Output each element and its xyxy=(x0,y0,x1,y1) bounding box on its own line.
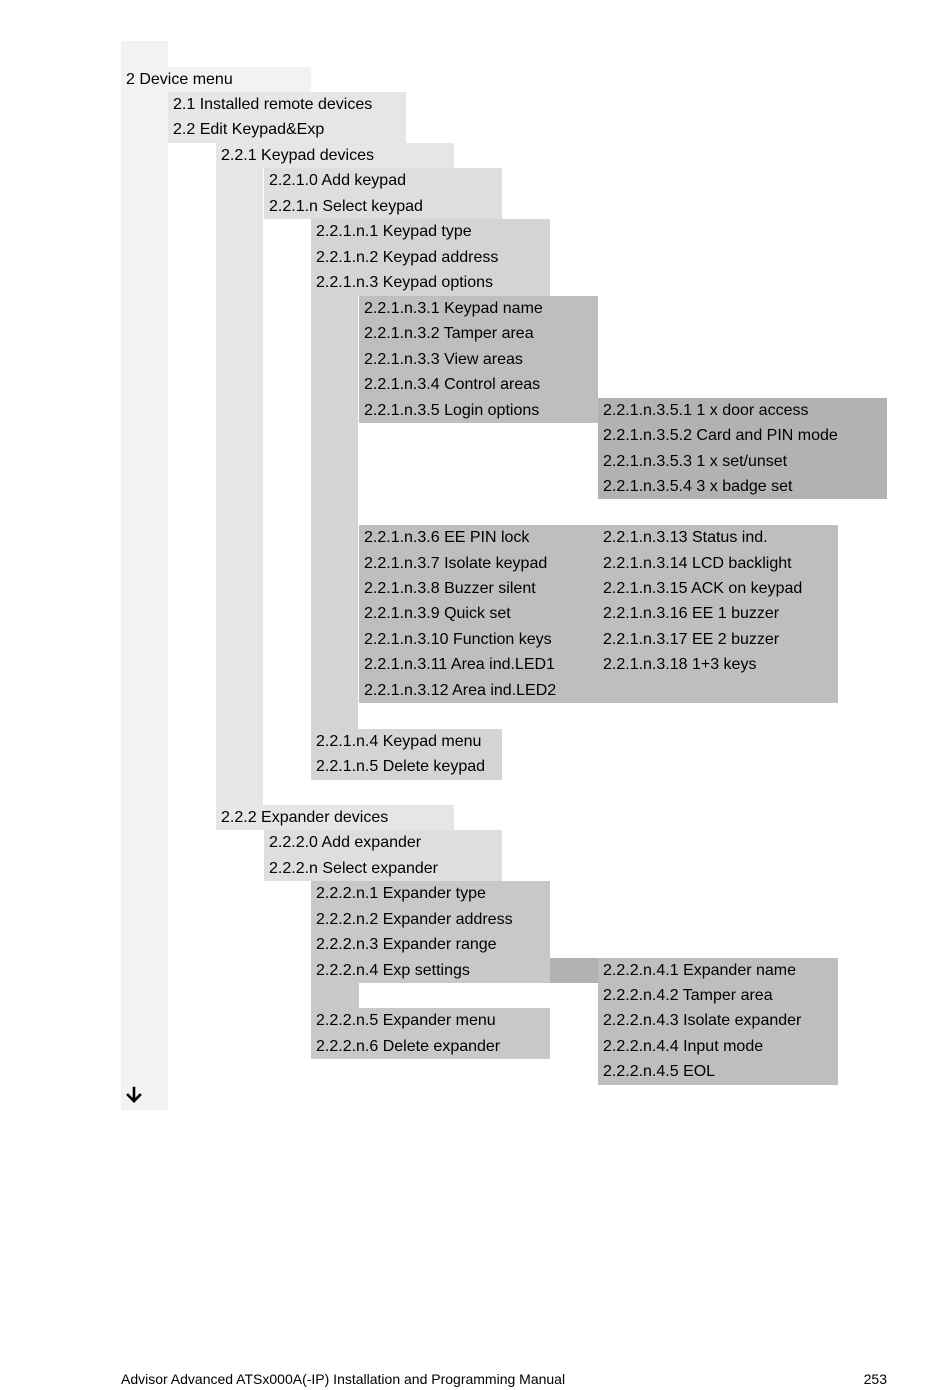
delete-expander-item: 2.2.2.n.6 Delete expander xyxy=(316,1038,501,1055)
keypad-devices-item: 2.2.1 Keypad devices xyxy=(221,147,374,164)
exp-setting-item: 2.2.2.n.4.5 EOL xyxy=(603,1063,716,1080)
keypad-level4-bar xyxy=(311,296,358,729)
expander-item: 2.2.2.n.1 Expander type xyxy=(316,885,486,902)
keypad-option-item: 2.2.1.n.3.11 Area ind.LED1 xyxy=(364,656,555,673)
keypad-option-item: 2.2.1.n.3.9 Quick set xyxy=(364,605,511,622)
level2-bar xyxy=(216,143,263,830)
keypad-option-item: 2.2.1.n.3.1 Keypad name xyxy=(364,300,543,317)
login-option-item: 2.2.1.n.3.5.3 1 x set/unset xyxy=(603,453,788,470)
keypad-option-item: 2.2.1.n.3.4 Control areas xyxy=(364,376,541,393)
expander-item: 2.2.2.n.2 Expander address xyxy=(316,911,513,928)
arrow-down-icon xyxy=(124,1086,144,1106)
footer-manual-title: Advisor Advanced ATSx000A(-IP) Installation and Programming Manual xyxy=(121,1371,566,1387)
add-keypad-item: 2.2.1.0 Add keypad xyxy=(269,172,406,189)
login-option-item: 2.2.1.n.3.5.1 1 x door access xyxy=(603,402,809,419)
keypad-option-item: 2.2.1.n.3.7 Isolate keypad xyxy=(364,555,548,572)
expander-devices-item: 2.2.2 Expander devices xyxy=(221,809,389,826)
keypad-options-item: 2.2.1.n.3 Keypad options xyxy=(316,274,494,291)
exp-setting-item: 2.2.2.n.4.2 Tamper area xyxy=(603,987,773,1004)
keypad-option-item: 2.2.1.n.3.3 View areas xyxy=(364,351,523,368)
login-option-item: 2.2.1.n.3.5.4 3 x badge set xyxy=(603,478,793,495)
keypad-option-item: 2.2.1.n.3.17 EE 2 buzzer xyxy=(603,631,780,648)
edit-keypad-exp-item: 2.2 Edit Keypad&Exp xyxy=(173,121,325,138)
footer-page-number: 253 xyxy=(863,1371,887,1387)
keypad-option-item: 2.2.1.n.3.8 Buzzer silent xyxy=(364,580,536,597)
keypad-option-item: 2.2.1.n.3.13 Status ind. xyxy=(603,529,768,546)
keypad-option-item: 2.2.1.n.3.14 LCD backlight xyxy=(603,555,792,572)
expander-menu-item: 2.2.2.n.5 Expander menu xyxy=(316,1012,496,1029)
keypad-option-item: 2.2.1.n.3.10 Function keys xyxy=(364,631,552,648)
add-expander-item: 2.2.2.0 Add expander xyxy=(269,834,422,851)
keypad-option-item: 2.2.1.n.3.18 1+3 keys xyxy=(603,656,757,673)
keypad-option-item: 2.2.1.n.3.2 Tamper area xyxy=(364,325,534,342)
delete-keypad-item: 2.2.1.n.5 Delete keypad xyxy=(316,758,486,775)
keypad-option-item: 2.2.1.n.3.12 Area ind.LED2 xyxy=(364,682,557,699)
select-keypad-item: 2.2.1.n Select keypad xyxy=(269,198,423,215)
login-option-item: 2.2.1.n.3.5.2 Card and PIN mode xyxy=(603,427,838,444)
exp-setting-item: 2.2.2.n.4.3 Isolate expander xyxy=(603,1012,802,1029)
expander-level4-gap xyxy=(359,983,550,1008)
expander-item: 2.2.2.n.4 Exp settings xyxy=(316,962,470,979)
keypad-type-item: 2.2.1.n.1 Keypad type xyxy=(316,223,472,240)
exp-setting-item: 2.2.2.n.4.1 Expander name xyxy=(603,962,797,979)
exp-setting-item: 2.2.2.n.4.4 Input mode xyxy=(603,1038,764,1055)
keypad-option-item: 2.2.1.n.3.16 EE 1 buzzer xyxy=(603,605,780,622)
keypad-menu-item: 2.2.1.n.4 Keypad menu xyxy=(316,733,482,750)
keypad-option-item: 2.2.1.n.3.15 ACK on keypad xyxy=(603,580,803,597)
installed-remote-devices-item: 2.1 Installed remote devices xyxy=(173,96,373,113)
keypad-address-item: 2.2.1.n.2 Keypad address xyxy=(316,249,499,266)
select-expander-item: 2.2.2.n Select expander xyxy=(269,860,439,877)
device-menu-title: 2 Device menu xyxy=(126,71,233,88)
expander-item: 2.2.2.n.3 Expander range xyxy=(316,936,497,953)
keypad-option-item: 2.2.1.n.3.6 EE PIN lock xyxy=(364,529,530,546)
keypad-option-item: 2.2.1.n.3.5 Login options xyxy=(364,402,540,419)
device-menu-bar xyxy=(121,41,168,1110)
exp-settings-connector xyxy=(550,958,598,983)
